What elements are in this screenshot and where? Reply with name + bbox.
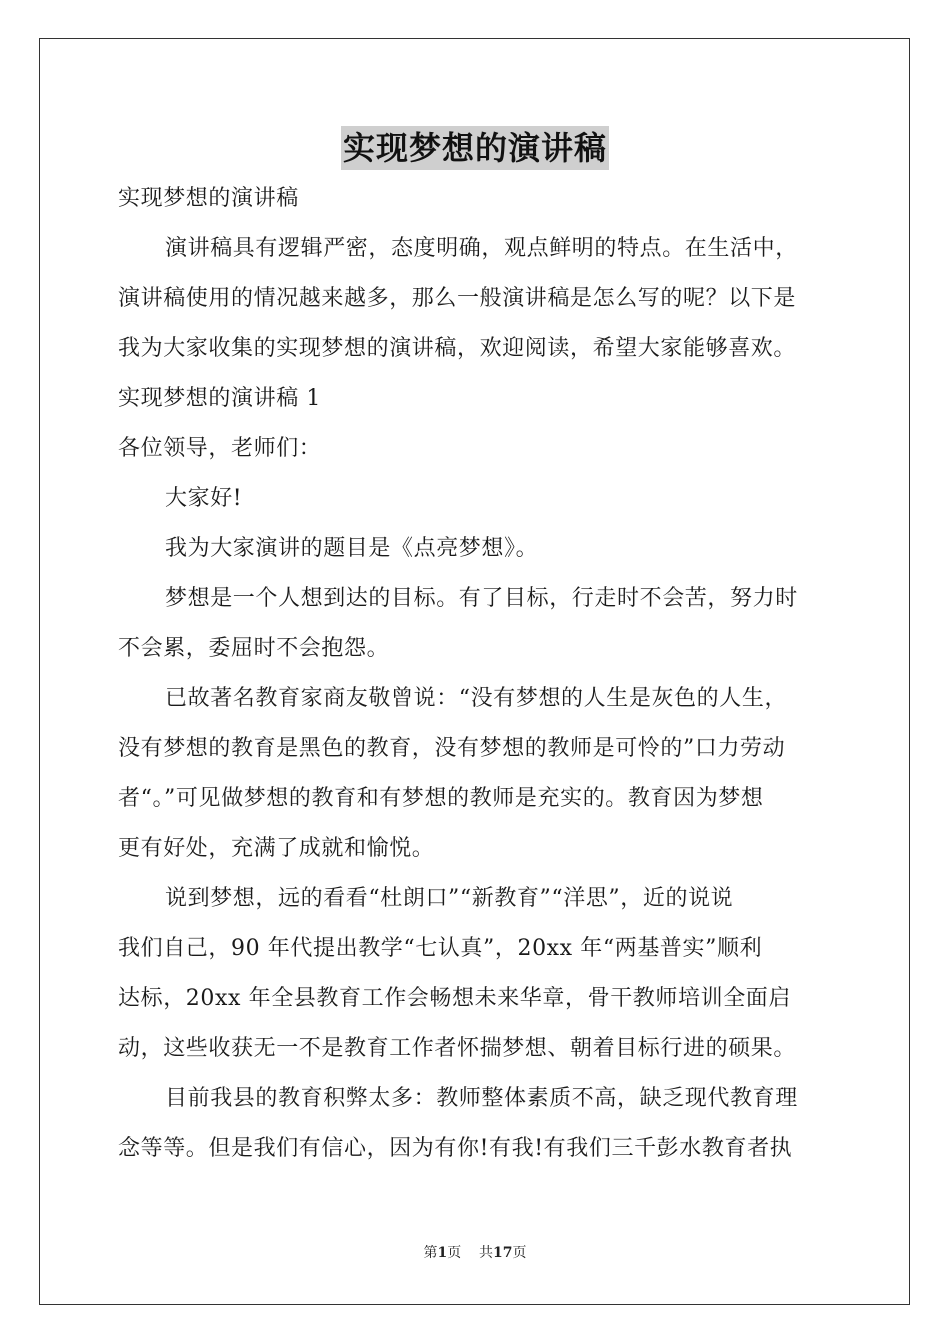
text-line: 实现梦想的演讲稿 [118, 186, 299, 211]
text-line: 没有梦想的教育是黑色的教育，没有梦想的教师是可怜的”口力劳动 [118, 736, 786, 761]
footer-total-number: 17 [493, 1245, 513, 1261]
text-line: 不会累，委屈时不会抱怨。 [118, 636, 390, 661]
text-line: 实现梦想的演讲稿 1 [118, 386, 321, 411]
text-line: 演讲稿具有逻辑严密，态度明确，观点鲜明的特点。在生活中， [165, 236, 798, 261]
text-line: 更有好处，充满了成就和愉悦。 [118, 836, 435, 861]
page-footer [0, 1244, 950, 1262]
text-line: 念等等。但是我们有信心，因为有你!有我!有我们三千彭水教育者执 [118, 1136, 793, 1161]
footer-total-suffix: 页 [512, 1245, 527, 1261]
text-line: 大家好! [165, 486, 243, 511]
document-body [118, 174, 834, 1174]
text-line: 达标，20xx 年全县教育工作会畅想未来华章，骨干教师培训全面启 [118, 986, 792, 1011]
text-line: 目前我县的教育积弊太多：教师整体素质不高，缺乏现代教育理 [165, 1086, 798, 1111]
text-line: 我为大家演讲的题目是《点亮梦想》。 [165, 536, 539, 561]
footer-total-prefix: 共 [479, 1245, 494, 1261]
footer-page-number: 1 [437, 1245, 448, 1261]
text-line: 者“。”可见做梦想的教育和有梦想的教师是充实的。教育因为梦想 [118, 786, 764, 811]
text-line: 梦想是一个人想到达的目标。有了目标，行走时不会苦，努力时 [165, 586, 798, 611]
text-line: 动，这些收获无一不是教育工作者怀揣梦想、朝着目标行进的硕果。 [118, 1036, 797, 1061]
text-line: 说到梦想，远的看看“杜朗口”“新教育”“洋思”，近的说说 [165, 886, 734, 911]
title-container [0, 126, 950, 170]
text-line: 演讲稿使用的情况越来越多，那么一般演讲稿是怎么写的呢？以下是 [118, 286, 797, 311]
text-line: 我为大家收集的实现梦想的演讲稿，欢迎阅读，希望大家能够喜欢。 [118, 336, 797, 361]
footer-page-suffix: 页 [447, 1245, 462, 1261]
document-title: 实现梦想的演讲稿 [341, 126, 609, 170]
footer-page-prefix: 第 [423, 1245, 438, 1261]
text-line: 已故著名教育家商友敬曾说：“没有梦想的人生是灰色的人生， [165, 686, 788, 711]
text-line: 各位领导，老师们： [118, 436, 322, 461]
text-line: 我们自己，90 年代提出教学“七认真”，20xx 年“两基普实”顺利 [118, 936, 763, 961]
